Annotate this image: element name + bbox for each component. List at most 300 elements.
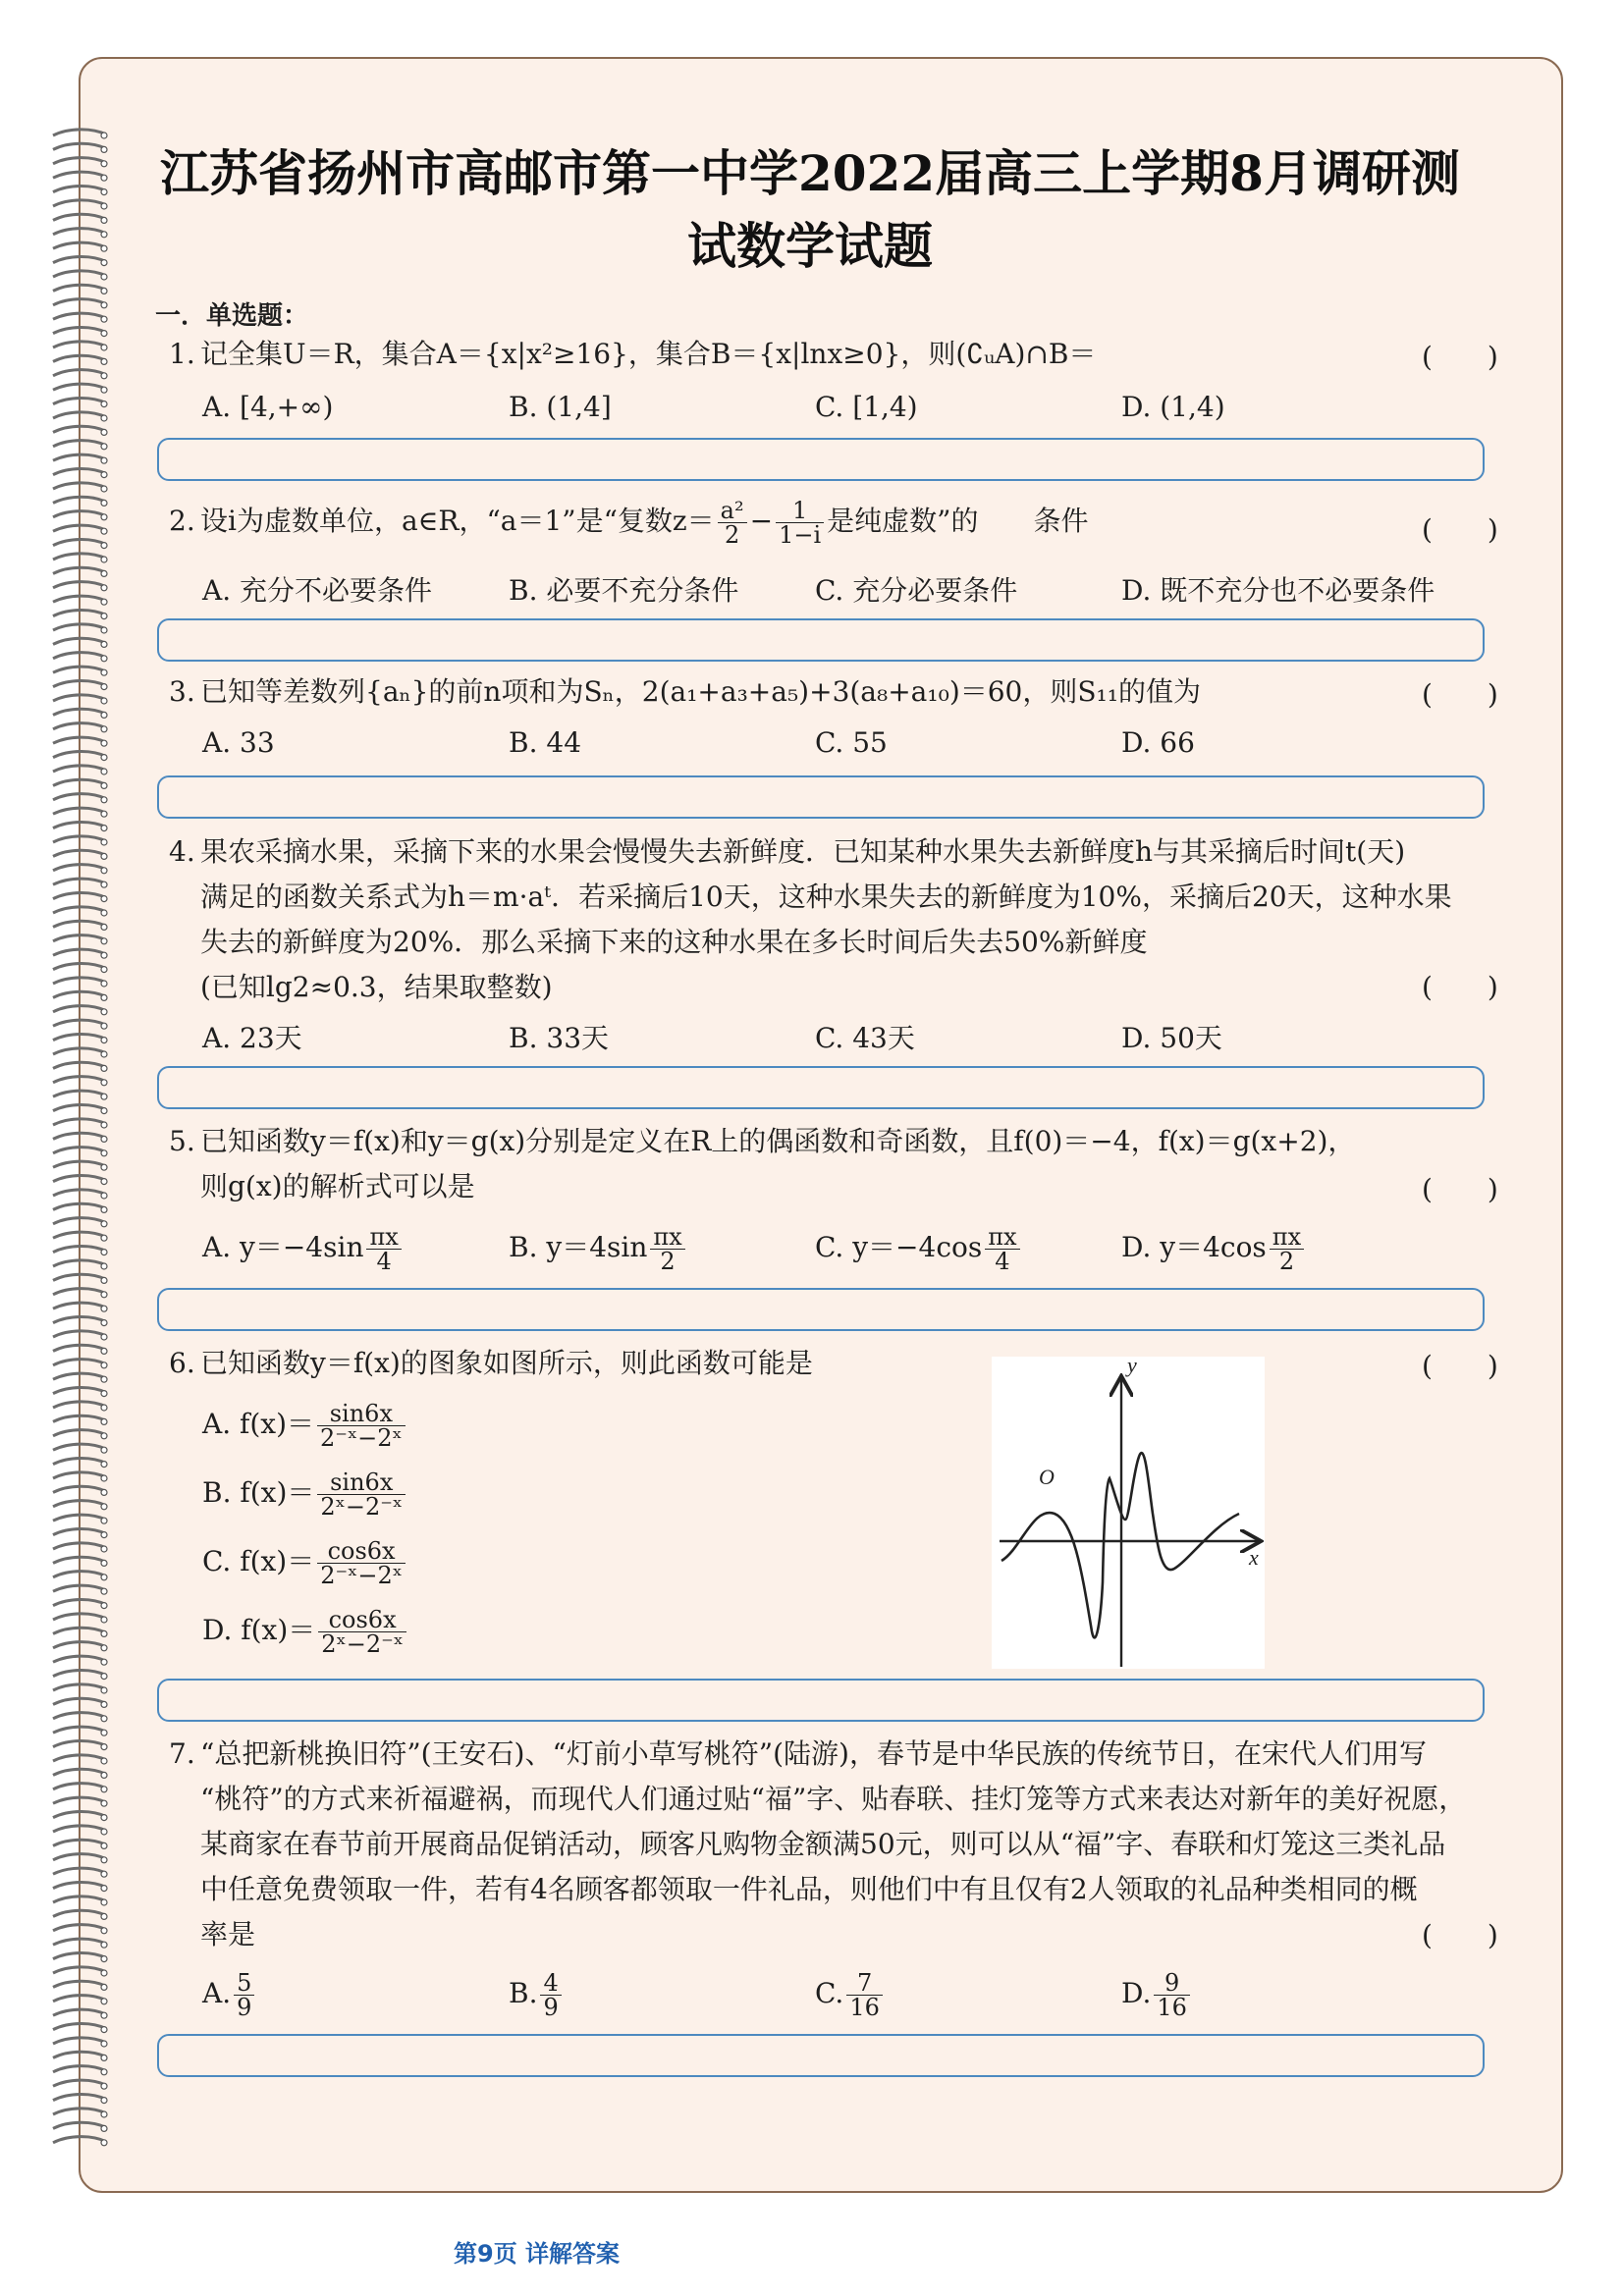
text-part: 是纯虚数”的 条件 (827, 505, 1089, 537)
text-line: 某商家在春节前开展商品促销活动，顾客凡购物金额满50元，则可以从“福”字、春联和灯笼这三类礼品 (200, 1828, 1446, 1860)
spiral-coil (53, 2023, 106, 2029)
spiral-coil (53, 850, 106, 856)
spiral-hole (101, 1179, 107, 1185)
spiral-coil (53, 1077, 106, 1083)
question-1 (169, 332, 1485, 377)
spiral-coil (53, 907, 106, 913)
spiral-hole (101, 1164, 107, 1170)
spiral-hole (101, 1546, 107, 1552)
spiral-hole (101, 316, 107, 322)
spiral-coil (53, 1543, 106, 1549)
denominator: 16 (1157, 1994, 1187, 2021)
answer-paren: ( ) (1422, 1919, 1498, 1951)
spiral-hole (101, 1051, 107, 1057)
fraction (1154, 1971, 1190, 2019)
fraction (317, 1402, 406, 1450)
spiral-coil (53, 1062, 106, 1068)
spiral-coil (53, 2066, 106, 2072)
y-axis-label: y (1127, 1357, 1137, 1377)
spiral-hole (101, 684, 107, 690)
numerator: πx (650, 1225, 684, 1250)
spiral-coil (53, 1642, 106, 1648)
spiral-hole (101, 1716, 107, 1722)
denominator: 2⁻ˣ−2ˣ (320, 1562, 403, 1589)
option-b: B. (1,4] (509, 391, 612, 423)
denominator: 2 (1278, 1248, 1295, 1275)
spiral-hole (101, 133, 107, 138)
spiral-hole (101, 868, 107, 874)
spiral-coil (53, 1996, 106, 2002)
spiral-hole (101, 1886, 107, 1892)
spiral-hole (101, 1984, 107, 1990)
spiral-hole (101, 1263, 107, 1269)
option-label: A. f(x)＝ (202, 1408, 315, 1440)
option-label: B. y＝4sin (509, 1231, 648, 1263)
option-b: B. 44 (509, 726, 582, 759)
numerator: πx (1270, 1225, 1304, 1250)
text-line: 果农采摘水果，采摘下来的水果会慢慢失去新鲜度．已知某种水果失去新鲜度h与其采摘后时间t(天) (200, 835, 1406, 868)
spiral-coil (53, 172, 106, 178)
question-4 (169, 829, 1485, 1010)
spiral-hole (101, 1150, 107, 1156)
spiral-coil (53, 1599, 106, 1605)
spiral-coil (53, 1020, 106, 1026)
spiral-hole (101, 2069, 107, 2075)
spiral-coil (53, 723, 106, 729)
spiral-hole (101, 1320, 107, 1326)
spiral-coil (53, 2137, 106, 2143)
spiral-hole (101, 1999, 107, 2004)
spiral-coil (53, 1727, 106, 1733)
spiral-hole (101, 1899, 107, 1905)
spiral-hole (101, 1575, 107, 1580)
spiral-coil (53, 398, 106, 403)
spiral-coil (53, 229, 106, 235)
spiral-hole (101, 839, 107, 845)
spiral-hole (101, 2083, 107, 2089)
spiral-hole (101, 486, 107, 492)
spiral-coil (53, 808, 106, 814)
spiral-coil (53, 1148, 106, 1153)
option-c (815, 1225, 1023, 1273)
spiral-coil (53, 879, 106, 884)
spiral-coil (53, 822, 106, 828)
answer-box[interactable] (157, 1288, 1485, 1331)
spiral-coil (53, 1486, 106, 1492)
spiral-coil (53, 1882, 106, 1888)
answer-paren: ( ) (1422, 1350, 1498, 1382)
spiral-hole (101, 1603, 107, 1609)
spiral-coil (53, 1740, 106, 1746)
option-label: C. (815, 1977, 844, 2009)
spiral-coil (53, 554, 106, 560)
numerator: 7 (846, 1971, 883, 1996)
spiral-hole (101, 1065, 107, 1071)
denominator: 2⁻ˣ−2ˣ (320, 1424, 403, 1452)
numerator: a² (718, 499, 747, 523)
spiral-coil (53, 1713, 106, 1719)
answer-box[interactable] (157, 618, 1485, 662)
spiral-hole (101, 260, 107, 266)
denominator: 2 (725, 521, 740, 549)
option-a: A. [4,+∞) (202, 391, 334, 423)
question-text: 已知等差数列{aₙ}的前n项和为Sₙ，2(a₁+a₃+a₅)+3(a₈+a₁₀)＝60，则S₁₁的值为 (200, 675, 1202, 708)
spiral-coil (53, 1119, 106, 1125)
spiral-hole (101, 1942, 107, 1948)
option-label: B. (509, 1977, 538, 2009)
spiral-hole (101, 232, 107, 238)
spiral-coil (53, 935, 106, 941)
spiral-coil (53, 978, 106, 984)
spiral-hole (101, 1405, 107, 1411)
spiral-hole (101, 981, 107, 987)
spiral-coil (53, 2052, 106, 2057)
option-label: C. y＝−4cos (815, 1231, 983, 1263)
spiral-hole (101, 740, 107, 746)
fraction (985, 1225, 1019, 1273)
text-line: 失去的新鲜度为20%．那么采摘下来的这种水果在多长时间后失去50%新鲜度 (200, 926, 1148, 958)
spiral-coil (53, 2109, 106, 2114)
spiral-hole (101, 656, 107, 662)
answer-paren: ( ) (1422, 513, 1498, 546)
spiral-coil (53, 1952, 106, 1958)
spiral-coil (53, 539, 106, 545)
fraction (317, 1470, 406, 1519)
title-line-2: 试数学试题 (687, 217, 933, 275)
question-2 (169, 499, 1485, 547)
spiral-hole (101, 2111, 107, 2117)
spiral-hole (101, 345, 107, 350)
spiral-coil (53, 426, 106, 432)
spiral-coil (53, 1415, 106, 1421)
question-number: 5. (169, 1125, 195, 1157)
spiral-coil (53, 836, 106, 842)
spiral-coil (53, 441, 106, 447)
spiral-coil (53, 638, 106, 644)
option-a (202, 1971, 257, 2019)
spiral-hole (101, 2055, 107, 2060)
spiral-coil (53, 2094, 106, 2100)
option-label: A. y＝−4sin (202, 1231, 364, 1263)
option-b: B. 33天 (509, 1022, 610, 1054)
spiral-coil (53, 1826, 106, 1832)
fraction (317, 1539, 406, 1587)
spiral-hole (101, 1348, 107, 1354)
spiral-hole (101, 444, 107, 450)
spiral-coil (53, 1811, 106, 1817)
option-d (1121, 1225, 1307, 1273)
spiral-hole (101, 2027, 107, 2033)
spiral-coil (53, 1274, 106, 1280)
spiral-hole (101, 1532, 107, 1538)
spiral-hole (101, 1800, 107, 1806)
numerator: sin6x (317, 1470, 406, 1495)
fraction (540, 1971, 561, 2019)
spiral-coil (53, 1784, 106, 1789)
text-line: “总把新桃换旧符”(王安石)、“灯前小草写桃符”(陆游)，春节是中华民族的传统节日，在宋代人们用写 (200, 1737, 1427, 1770)
spiral-hole (101, 698, 107, 704)
footer-page-label: 第9页 详解答案 (454, 2240, 621, 2268)
question-text (200, 499, 1485, 547)
spiral-coil (53, 1175, 106, 1181)
spiral-hole (101, 769, 107, 774)
spiral-coil (53, 1769, 106, 1775)
text-part: − (749, 505, 774, 537)
spiral-coil (53, 766, 106, 772)
spiral-hole (101, 557, 107, 562)
spiral-coil (53, 1246, 106, 1252)
spiral-hole (101, 1235, 107, 1241)
option-c: C. 55 (815, 726, 888, 759)
spiral-coil (53, 751, 106, 757)
spiral-coil (53, 256, 106, 262)
spiral-hole (101, 641, 107, 647)
spiral-hole (101, 1617, 107, 1623)
spiral-hole (101, 1687, 107, 1693)
answer-box[interactable] (157, 2034, 1485, 2077)
spiral-hole (101, 1701, 107, 1707)
spiral-coil (53, 242, 106, 248)
denominator: 16 (849, 1994, 880, 2021)
spiral-hole (101, 274, 107, 280)
spiral-hole (101, 1136, 107, 1142)
spiral-coil (53, 1515, 106, 1521)
spiral-hole (101, 1277, 107, 1283)
fraction (718, 499, 747, 547)
spiral-hole (101, 203, 107, 209)
text-line: 率是 (200, 1918, 256, 1950)
spiral-coil (53, 370, 106, 376)
option-c: C. [1,4) (815, 391, 918, 423)
spiral-hole (101, 302, 107, 308)
spiral-coil (53, 1203, 106, 1209)
spiral-coil (53, 511, 106, 517)
numerator: πx (985, 1225, 1019, 1250)
spiral-hole (101, 1108, 107, 1114)
spiral-hole (101, 1292, 107, 1298)
spiral-hole (101, 1447, 107, 1453)
numerator: πx (366, 1225, 401, 1250)
fraction (1270, 1225, 1304, 1273)
spiral-hole (101, 1630, 107, 1636)
spiral-coil (53, 1331, 106, 1337)
question-number: 7. (169, 1737, 195, 1770)
spiral-hole (101, 500, 107, 506)
x-axis-label: x (1249, 1545, 1259, 1570)
spiral-hole (101, 175, 107, 181)
spiral-hole (101, 1489, 107, 1495)
spiral-coil (53, 624, 106, 630)
option-label: D. (1121, 1977, 1152, 2009)
spiral-coil (53, 186, 106, 191)
function-graph (992, 1357, 1265, 1669)
spiral-hole (101, 288, 107, 294)
option-label: D. f(x)＝ (202, 1614, 316, 1646)
denominator: 2 (660, 1248, 676, 1275)
spiral-hole (101, 146, 107, 152)
spiral-coil (53, 680, 106, 686)
spiral-hole (101, 755, 107, 761)
spiral-hole (101, 1193, 107, 1199)
spiral-hole (101, 1758, 107, 1764)
option-b (509, 1225, 688, 1273)
spiral-hole (101, 1009, 107, 1015)
numerator: 5 (234, 1971, 254, 1996)
spiral-hole (101, 782, 107, 788)
spiral-coil (53, 1939, 106, 1945)
spiral-coil (53, 709, 106, 715)
spiral-hole (101, 401, 107, 407)
spiral-hole (101, 726, 107, 732)
spiral-coil (53, 1218, 106, 1224)
question-text: 已知函数y＝f(x)的图象如图所示，则此函数可能是 (200, 1347, 813, 1379)
spiral-coil (53, 2009, 106, 2015)
spiral-hole (101, 245, 107, 251)
spiral-hole (101, 161, 107, 167)
spiral-hole (101, 1334, 107, 1340)
spiral-hole (101, 1362, 107, 1368)
fraction (846, 1971, 883, 2019)
denominator: 1−i (779, 521, 822, 549)
spiral-hole (101, 881, 107, 887)
denominator: 9 (237, 1994, 252, 2021)
spiral-coil (53, 695, 106, 701)
spiral-hole (101, 514, 107, 520)
option-a (202, 1225, 405, 1273)
spiral-coil (53, 1190, 106, 1196)
spiral-hole (101, 1645, 107, 1651)
answer-box[interactable] (157, 775, 1485, 819)
spiral-coil (53, 1755, 106, 1761)
option-b (202, 1470, 408, 1519)
question-text (200, 1732, 1485, 1957)
spiral-coil (53, 949, 106, 955)
spiral-coil (53, 892, 106, 898)
spiral-coil (53, 1572, 106, 1577)
numerator: cos6x (318, 1608, 406, 1632)
spiral-hole (101, 1023, 107, 1029)
question-number: 1. (169, 338, 195, 370)
spiral-coil (53, 1444, 106, 1450)
spiral-coil (53, 1614, 106, 1620)
spiral-hole (101, 1080, 107, 1086)
spiral-hole (101, 1122, 107, 1128)
spiral-hole (101, 570, 107, 576)
spiral-hole (101, 331, 107, 337)
numerator: sin6x (317, 1402, 406, 1426)
spiral-coil (53, 610, 106, 615)
spiral-coil (53, 143, 106, 149)
spiral-hole (101, 2125, 107, 2131)
spiral-coil (53, 1840, 106, 1845)
spiral-coil (53, 2122, 106, 2128)
spiral-coil (53, 158, 106, 164)
spiral-hole (101, 896, 107, 902)
option-a: A. 23天 (202, 1022, 302, 1054)
spiral-coil (53, 1316, 106, 1322)
option-c: C. 充分必要条件 (815, 574, 1018, 607)
spiral-coil (53, 1910, 106, 1916)
spiral-hole (101, 1504, 107, 1510)
denominator: 2ˣ−2⁻ˣ (320, 1493, 404, 1521)
spiral-hole (101, 1674, 107, 1680)
spiral-coil (53, 737, 106, 743)
spiral-coil (53, 1698, 106, 1704)
spiral-coil (53, 1133, 106, 1139)
numerator: 9 (1154, 1971, 1190, 1996)
spiral-coil (53, 130, 106, 135)
answer-box[interactable] (157, 1066, 1485, 1109)
spiral-hole (101, 1433, 107, 1439)
spiral-binding (49, 126, 110, 2154)
spiral-hole (101, 2041, 107, 2047)
spiral-coil (53, 342, 106, 347)
question-number: 4. (169, 835, 195, 868)
question-number: 2. (169, 505, 195, 537)
spiral-coil (53, 1387, 106, 1393)
question-5 (169, 1119, 1485, 1209)
spiral-coil (53, 567, 106, 573)
spiral-hole (101, 614, 107, 619)
fraction (776, 499, 824, 547)
spiral-hole (101, 1588, 107, 1594)
fraction (650, 1225, 684, 1273)
question-7 (169, 1732, 1485, 1957)
spiral-hole (101, 1815, 107, 1821)
denominator: 2ˣ−2⁻ˣ (321, 1630, 404, 1658)
spiral-hole (101, 924, 107, 930)
spiral-coil (53, 1656, 106, 1662)
spiral-hole (101, 1518, 107, 1523)
question-6 (169, 1341, 1485, 1386)
spiral-coil (53, 1161, 106, 1167)
spiral-coil (53, 483, 106, 489)
spiral-hole (101, 1206, 107, 1212)
spiral-coil (53, 921, 106, 927)
spiral-hole (101, 1842, 107, 1848)
option-label: D. y＝4cos (1121, 1231, 1267, 1263)
spiral-hole (101, 826, 107, 831)
spiral-coil (53, 497, 106, 503)
spiral-coil (53, 991, 106, 997)
spiral-hole (101, 1306, 107, 1311)
spiral-hole (101, 2140, 107, 2146)
spiral-hole (101, 1094, 107, 1099)
question-3 (169, 669, 1485, 715)
spiral-coil (53, 1373, 106, 1379)
text-line: (已知lg2≈0.3，结果取整数) (200, 971, 553, 1003)
spiral-hole (101, 811, 107, 817)
answer-paren: ( ) (1422, 341, 1498, 373)
spiral-coil (53, 1967, 106, 1973)
spiral-hole (101, 2012, 107, 2018)
spiral-hole (101, 994, 107, 1000)
spiral-coil (53, 299, 106, 305)
spiral-coil (53, 1684, 106, 1690)
spiral-hole (101, 712, 107, 718)
spiral-coil (53, 271, 106, 277)
spiral-coil (53, 1104, 106, 1110)
spiral-hole (101, 1462, 107, 1468)
answer-box[interactable] (157, 438, 1485, 481)
option-d (202, 1608, 409, 1656)
spiral-coil (53, 214, 106, 220)
option-a: A. 充分不必要条件 (202, 574, 433, 607)
option-label: A. (202, 1977, 232, 2009)
spiral-coil (53, 1458, 106, 1464)
answer-box[interactable] (157, 1679, 1485, 1722)
spiral-coil (53, 1797, 106, 1803)
